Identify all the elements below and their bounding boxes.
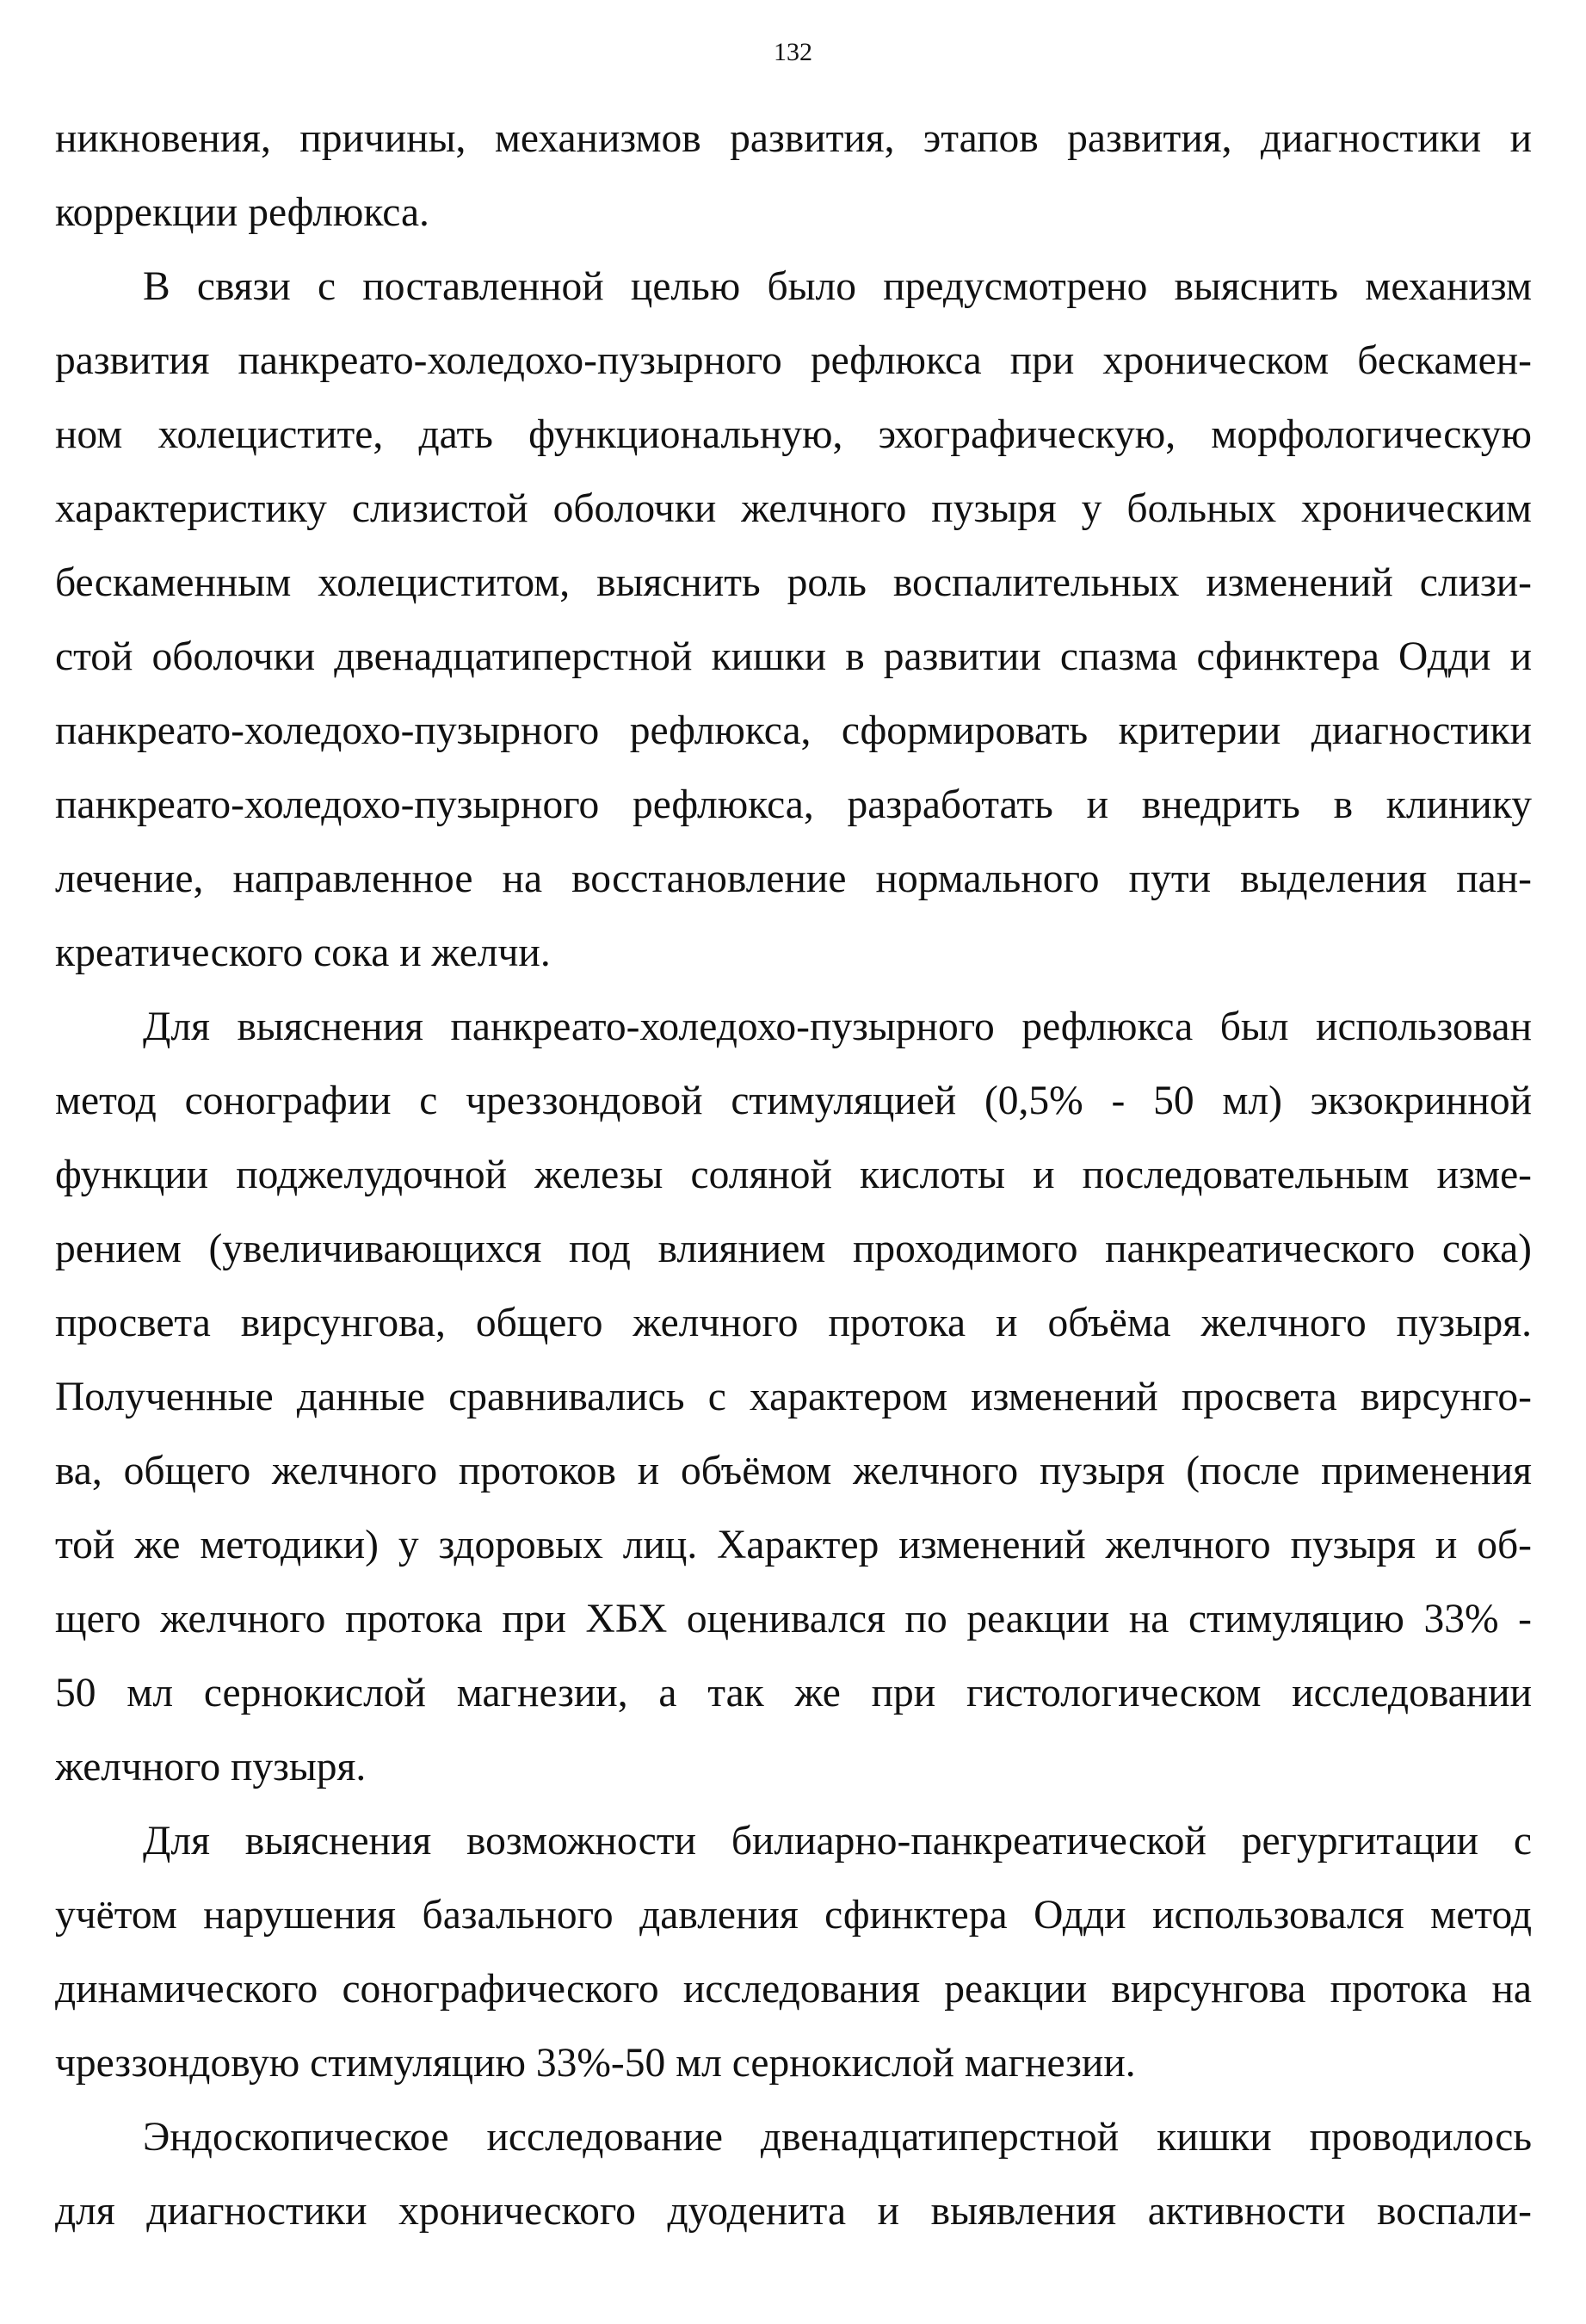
text-line: метод сонографии с чреззондовой стимуляцией (0,5% - 50 мл) экзокринной: [55, 1079, 1532, 1123]
text-line: рением (увеличивающихся под влиянием проходимого панкреатического сока): [55, 1227, 1532, 1271]
text-line: чреззондовую стимуляцию 33%-50 мл сернокислой магнезии.: [55, 2041, 1136, 2086]
text-line: учётом нарушения базального давления сфинктера Одди использовался метод: [55, 1893, 1532, 1938]
text-line: Для выяснения возможности билиарно-панкреатической регургитации с: [143, 1819, 1532, 1864]
text-line: бескаменным холециститом, выяснить роль воспалительных изменений слизи-: [55, 560, 1532, 605]
text-line: панкреато-холедохо-пузырного рефлюкса, разработать и внедрить в клинику: [55, 782, 1532, 827]
text-line: стой оболочки двенадцатиперстной кишки в развитии спазма сфинктера Одди и: [55, 634, 1532, 679]
text-line: никновения, причины, механизмов развития, этапов развития, диагностики и: [55, 116, 1532, 161]
body-text: [55, 102, 1532, 2248]
text-line: динамического сонографического исследования реакции вирсунгова протока на: [55, 1967, 1532, 2012]
text-line: ном холецистите, дать функциональную, эхографическую, морфологическую: [55, 412, 1532, 457]
text-line: ва, общего желчного протоков и объёмом желчного пузыря (после применения: [55, 1449, 1532, 1493]
text-line: желчного пузыря.: [55, 1745, 367, 1789]
text-line: той же методики) у здоровых лиц. Характер изменений желчного пузыря и об-: [55, 1523, 1532, 1567]
text-line: развития панкреато-холедохо-пузырного рефлюкса при хроническом бескамен-: [55, 338, 1532, 383]
text-line: Эндоскопическое исследование двенадцатиперстной кишки проводилось: [143, 2115, 1532, 2160]
text-line: для диагностики хронического дуоденита и выявления активности воспали-: [55, 2189, 1532, 2234]
text-line: В связи с поставленной целью было предусмотрено выяснить механизм: [143, 264, 1532, 309]
text-line: панкреато-холедохо-пузырного рефлюкса, сформировать критерии диагностики: [55, 708, 1532, 753]
text-line: 50 мл сернокислой магнезии, а так же при гистологическом исследовании: [55, 1671, 1532, 1715]
text-line: характеристику слизистой оболочки желчного пузыря у больных хроническим: [55, 486, 1532, 531]
paragraph: [55, 102, 1532, 250]
text-line: Для выяснения панкреато-холедохо-пузырного рефлюкса был использован: [143, 1004, 1532, 1049]
text-line: просвета вирсунгова, общего желчного протока и объёма желчного пузыря.: [55, 1301, 1532, 1345]
text-line: лечение, направленное на восстановление нормального пути выделения пан-: [55, 856, 1532, 901]
paragraph: [55, 2100, 1532, 2248]
paragraph: [55, 250, 1532, 990]
text-line: функции поджелудочной железы соляной кислоты и последовательным изме-: [55, 1153, 1532, 1197]
text-line: Полученные данные сравнивались с характером изменений просвета вирсунго-: [55, 1375, 1532, 1419]
text-line: креатического сока и желчи.: [55, 930, 551, 975]
paragraph: [55, 1804, 1532, 2100]
paragraph: [55, 990, 1532, 1804]
text-line: щего желчного протока при ХБХ оценивался по реакции на стимуляцию 33% -: [55, 1597, 1532, 1641]
text-line: коррекции рефлюкса.: [55, 190, 429, 235]
page-number: 132: [774, 38, 812, 66]
